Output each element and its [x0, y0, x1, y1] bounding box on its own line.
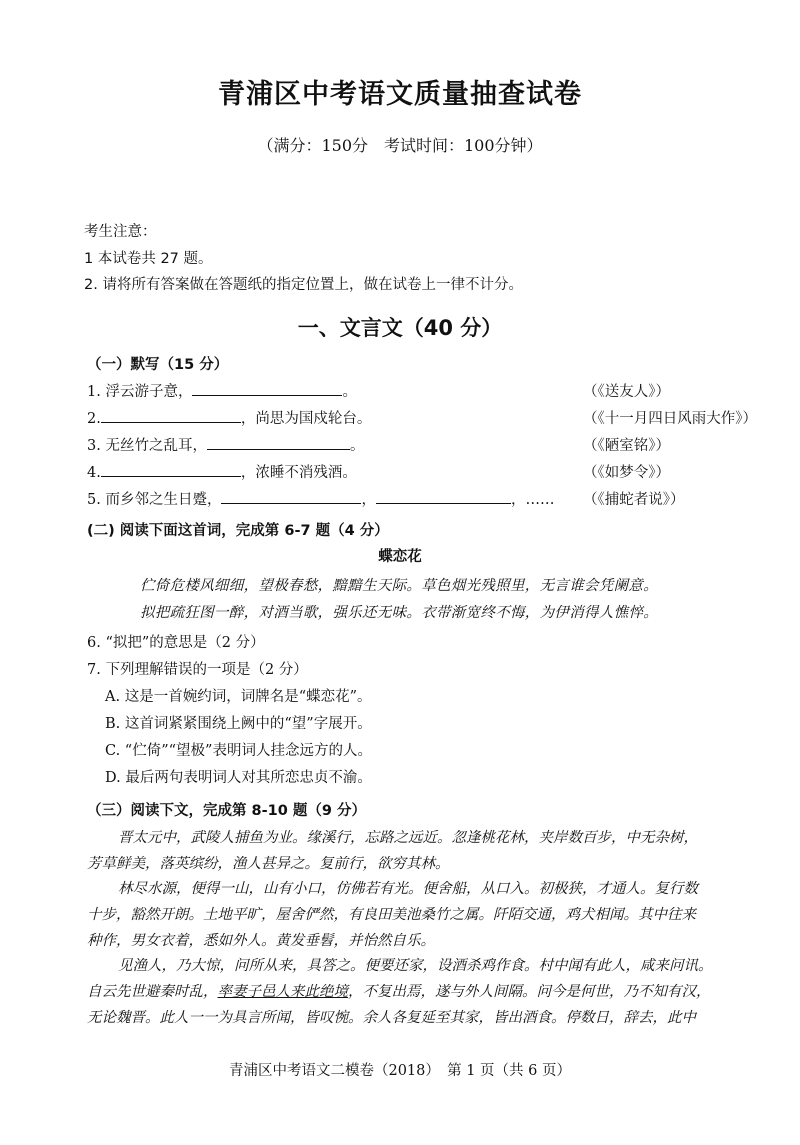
notice-heading: 考生注意： — [84, 224, 157, 240]
recite-text: ，…… — [510, 492, 555, 508]
recite-item-1 — [87, 380, 357, 401]
recite-source: （《如梦令》） — [583, 465, 670, 481]
recite-item-2 — [87, 407, 371, 428]
passage-line: 芳草鲜美，落英缤纷，渔人甚异之。复前行，欲穷其林。 — [87, 856, 450, 872]
answer-blank — [207, 435, 350, 450]
recite-text: 1. 浮云游子意， — [87, 384, 193, 400]
recite-source: （《捕蛇者说》） — [583, 492, 685, 508]
notice-item-2: 2. 请将所有答案做在答题纸的指定位置上，做在试卷上一律不计分。 — [84, 277, 523, 293]
recite-text: 。 — [349, 438, 365, 454]
answer-blank — [101, 462, 241, 477]
passage-line: 种作，男女衣着，悉如外人。黄发垂髫，并怡然自乐。 — [87, 933, 435, 949]
option-c: C. “伫倚”“望极”表明词人挂念远方的人。 — [105, 743, 372, 759]
part2-heading: (二) 阅读下面这首词，完成第 6-7 题（4 分） — [87, 523, 389, 539]
recite-source: （《十一月四日风雨大作》） — [583, 411, 757, 427]
notice-item-1: 1 本试卷共 27 题。 — [84, 251, 213, 267]
poem-line: 伫倚危楼风细细，望极春愁，黯黯生天际。草色烟光残照里，无言谁会凭阑意。 — [140, 578, 658, 594]
question-7: 7. 下列理解错误的一项是（2 分） — [87, 662, 308, 678]
exam-title: 青浦区中考语文质量抽查试卷 — [218, 79, 582, 110]
option-a: A. 这是一首婉约词，词牌名是“蝶恋花”。 — [105, 689, 372, 705]
part1-heading: （一）默写（15 分） — [87, 357, 229, 373]
recite-text: ，浓睡不消残酒。 — [240, 465, 357, 481]
answer-blank — [101, 408, 241, 423]
part3-heading: （三）阅读下文，完成第 8-10 题（9 分） — [87, 803, 367, 819]
answer-blank — [192, 381, 342, 396]
recite-text: ，尚思为国戍轮台。 — [240, 411, 372, 427]
passage-line: 无论魏晋。此人一一为具言所闻，皆叹惋。余人各复延至其家，皆出酒食。停数日，辞去，此中 — [87, 1010, 696, 1026]
answer-blank — [376, 489, 511, 504]
page-footer: 青浦区中考语文二模卷（2018） 第 1 页（共 6 页） — [228, 1063, 572, 1079]
recite-text: 。 — [342, 384, 357, 400]
recite-item-3 — [87, 434, 364, 455]
option-b: B. 这首词紧紧围绕上阙中的“望”字展开。 — [105, 716, 372, 732]
passage-line: 晋太元中，武陵人捕鱼为业。缘溪行，忘路之远近。忽逢桃花林，夹岸数百步，中无杂树， — [118, 830, 698, 846]
recite-item-5 — [87, 488, 554, 509]
section-title: 一、文言文（40 分） — [297, 316, 503, 340]
passage-line: 十步，豁然开朗。土地平旷，屋舍俨然，有良田美池桑竹之属。阡陌交通，鸡犬相闻。其中往来 — [87, 907, 696, 923]
poem-line: 拟把疏狂图一醉，对酒当歌，强乐还无味。衣带渐宽终不悔，为伊消得人憔悴。 — [140, 605, 658, 621]
passage-text: 自云先世避秦时乱， — [87, 984, 218, 1000]
passage-text: ，不复出焉，遂与外人间隔。问今是何世，乃不知有汉， — [348, 984, 711, 1000]
recite-text: 5. 而乡邻之生日蹙， — [87, 492, 222, 508]
answer-blank — [221, 489, 361, 504]
recite-item-4 — [87, 461, 357, 482]
poem-title: 蝶恋花 — [378, 549, 422, 565]
underlined-phrase: 率妻子邑人来此绝境 — [217, 984, 348, 1000]
question-6: 6. “拟把”的意思是（2 分） — [87, 635, 265, 651]
exam-subtitle: （满分：150分 考试时间：100分钟） — [257, 136, 543, 155]
passage-line: 见渔人，乃大惊，问所从来，具答之。便要还家，设酒杀鸡作食。村中闻有此人，咸来问讯。 — [118, 958, 713, 974]
option-d: D. 最后两句表明词人对其所恋忠贞不渝。 — [105, 770, 372, 786]
recite-text: 4. — [87, 465, 101, 481]
recite-text: ， — [361, 492, 376, 508]
passage-line: 林尽水源，便得一山，山有小口，仿佛若有光。便舍船，从口入。初极狭，才通人。复行数 — [118, 881, 698, 897]
passage-line — [87, 980, 711, 1001]
recite-source: （《陋室铭》） — [583, 438, 670, 454]
recite-source: （《送友人》） — [583, 384, 670, 400]
recite-text: 2. — [87, 411, 101, 427]
recite-text: 3. 无丝竹之乱耳， — [87, 438, 207, 454]
